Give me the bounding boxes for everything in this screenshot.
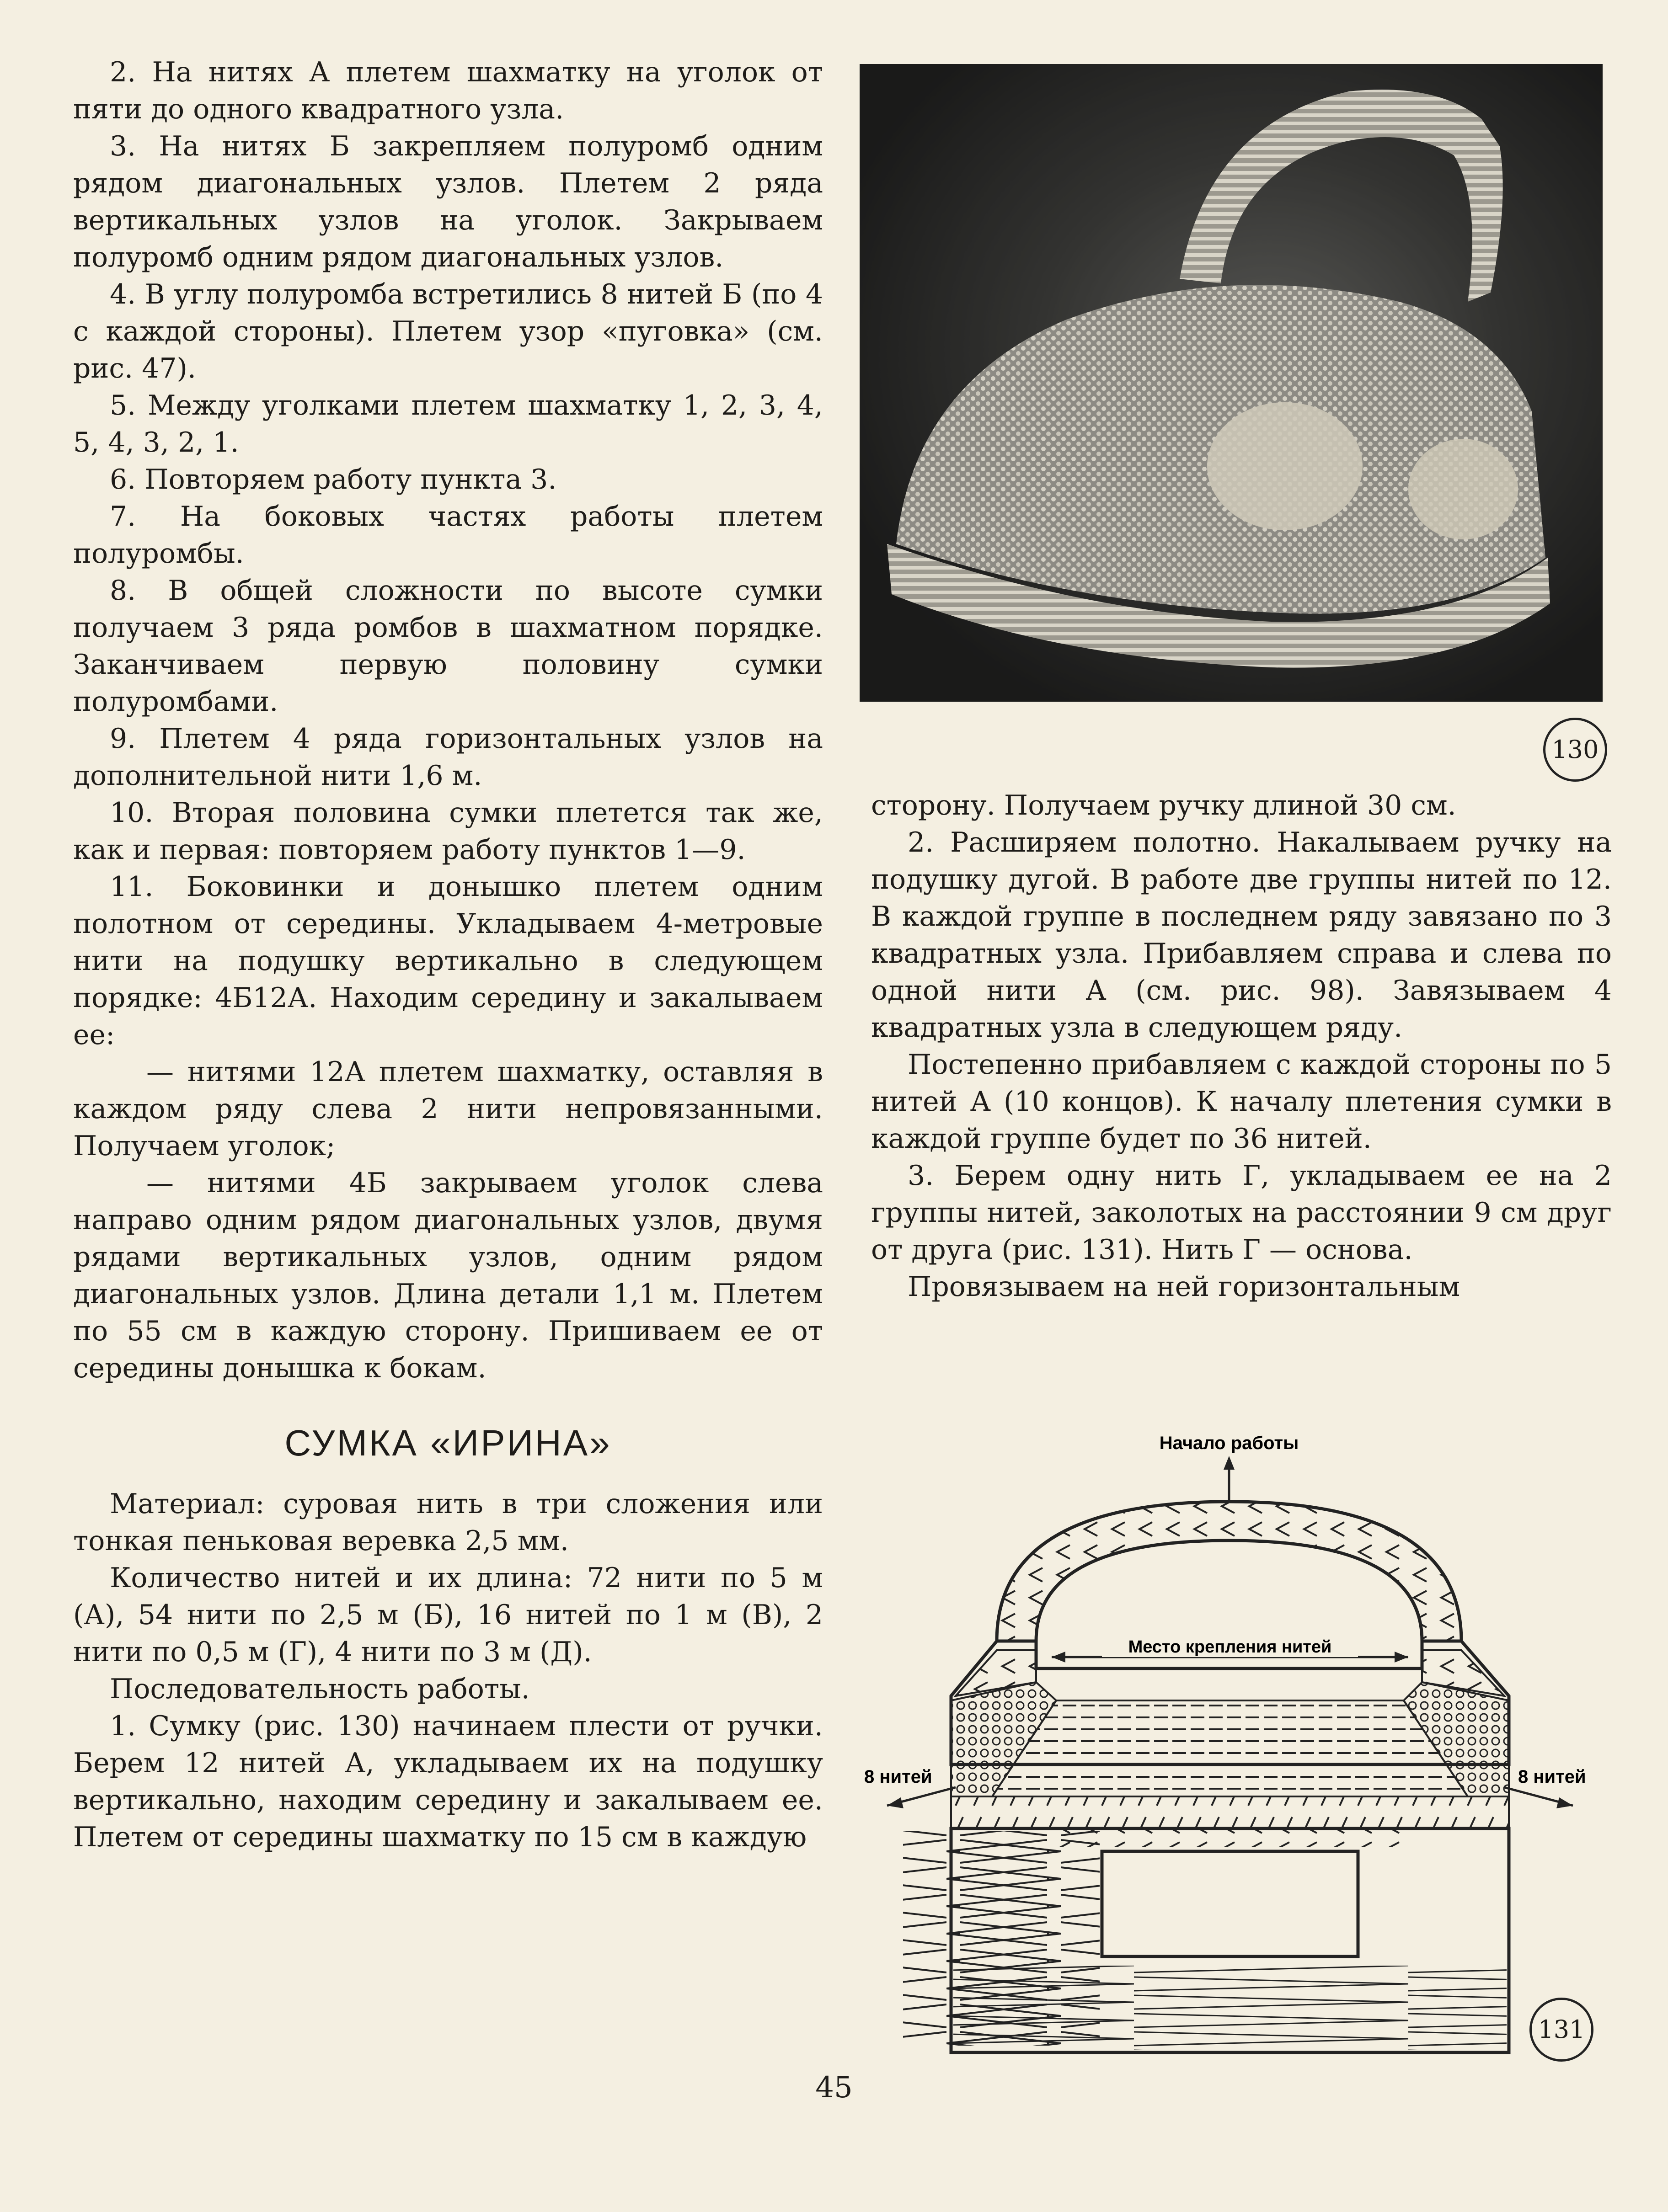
paragraph-dash: — нитями 12А плетем шахматку, оставляя в каждом ряду слева 2 нити непровязанными. Получаем уголок; bbox=[73, 1056, 823, 1162]
paragraph: Материал: суровая нить в три сложения или тонкая пеньковая веревка 2,5 мм. bbox=[73, 1488, 823, 1557]
label-right: 8 нитей bbox=[1518, 1767, 1586, 1787]
bag-photo bbox=[860, 64, 1603, 702]
paragraph: Постепенно прибавляем с каждой стороны по 5 нитей А (10 концов). К началу плетения сумки в каждой группе будет по 36 нитей. bbox=[871, 1049, 1612, 1155]
label-attach: Место крепления нитей bbox=[1128, 1637, 1332, 1657]
paragraph-dash: — нитями 4Б закрываем уголок слева направо одним рядом диагональных узлов, двумя рядами вертикальных узлов, одним рядом диагональных узлов. Длина детали 1,1 м. Плетем по 55 см в каждую сторону. Пришиваем ее от середины донышка к бокам. bbox=[73, 1167, 823, 1384]
paragraph: Количество нитей и их длина: 72 нити по 5 м (А), 54 нити по 2,5 м (Б), 16 нитей по 1 м (В), 2 нити по 0,5 м (Г), 4 нити по 3 м (Д). bbox=[73, 1562, 823, 1668]
paragraph: 4. В углу полуромба встретились 8 нитей Б (по 4 с каждой стороны). Плетем узор «пуговка» (см. рис. 47). bbox=[73, 278, 823, 384]
paragraph: 1. Сумку (рис. 130) начинаем плести от ручки. Берем 12 нитей А, укладываем их на подушку вертикально, находим середину и закалываем ее. Плетем от середины шахматку по 15 см в каждую bbox=[73, 1710, 823, 1853]
page-number: 45 bbox=[815, 2071, 853, 2105]
label-left: 8 нитей bbox=[864, 1767, 932, 1787]
figure-130-number: 130 bbox=[1543, 718, 1607, 782]
bag-scheme bbox=[860, 1426, 1600, 2066]
label-start: Начало работы bbox=[1159, 1433, 1299, 1453]
paragraph: 10. Вторая половина сумки плетется так же, как и первая: повторяем работу пунктов 1—9. bbox=[73, 797, 823, 866]
figure-131-diagram bbox=[860, 1426, 1600, 2066]
paragraph: 8. В общей сложности по высоте сумки получаем 3 ряда ромбов в шахматном порядке. Заканчиваем первую половину сумки полуромбами. bbox=[73, 575, 823, 718]
paragraph: 9. Плетем 4 ряда горизонтальных узлов на дополнительной нити 1,6 м. bbox=[73, 723, 823, 792]
paragraph: 6. Повторяем работу пункта 3. bbox=[110, 464, 557, 496]
paragraph: 7. На боковых частях работы плетем полуромбы. bbox=[73, 501, 823, 570]
paragraph: 3. Берем одну нить Г, укладываем ее на 2 группы нитей, заколотых на расстоянии 9 см друг от друга (рис. 131). Нить Г — основа. bbox=[871, 1160, 1612, 1266]
paragraph: 2. На нитях А плетем шахматку на уголок от пяти до одного квадратного узла. bbox=[73, 56, 823, 125]
paragraph: 3. На нитях Б закрепляем полуромб одним рядом диагональных узлов. Плетем 2 ряда вертикальных узлов на уголок. Закрываем полуромб одним рядом диагональных узлов. bbox=[73, 130, 823, 273]
left-column bbox=[73, 54, 823, 1856]
paragraph: сторону. Получаем ручку длиной 30 см. bbox=[871, 789, 1456, 821]
section-heading: СУМКА «ИРИНА» bbox=[284, 1423, 612, 1463]
paragraph: Последовательность работы. bbox=[110, 1673, 530, 1705]
figure-131-number: 131 bbox=[1529, 1998, 1593, 2062]
paragraph: 11. Боковинки и донышко плетем одним полотном от середины. Укладываем 4-метровые нити на подушку вертикально в следующем порядке: 4Б12А. Находим середину и закалываем ее: bbox=[73, 871, 823, 1051]
paragraph: 2. Расширяем полотно. Накалываем ручку на подушку дугой. В работе две группы нитей по 12. В каждой группе в последнем ряду завязано по 3 квадратных узла. Прибавляем справа и слева по одной нити А (см. рис. 98). Завязываем 4 квадратных узла в следующем ряду. bbox=[871, 826, 1612, 1044]
right-column bbox=[871, 787, 1612, 1306]
paragraph: 5. Между уголками плетем шахматку 1, 2, 3, 4, 5, 4, 3, 2, 1. bbox=[73, 389, 823, 458]
paragraph: Провязываем на ней горизонтальным bbox=[908, 1271, 1460, 1303]
bag-photo-illustration bbox=[860, 64, 1603, 702]
